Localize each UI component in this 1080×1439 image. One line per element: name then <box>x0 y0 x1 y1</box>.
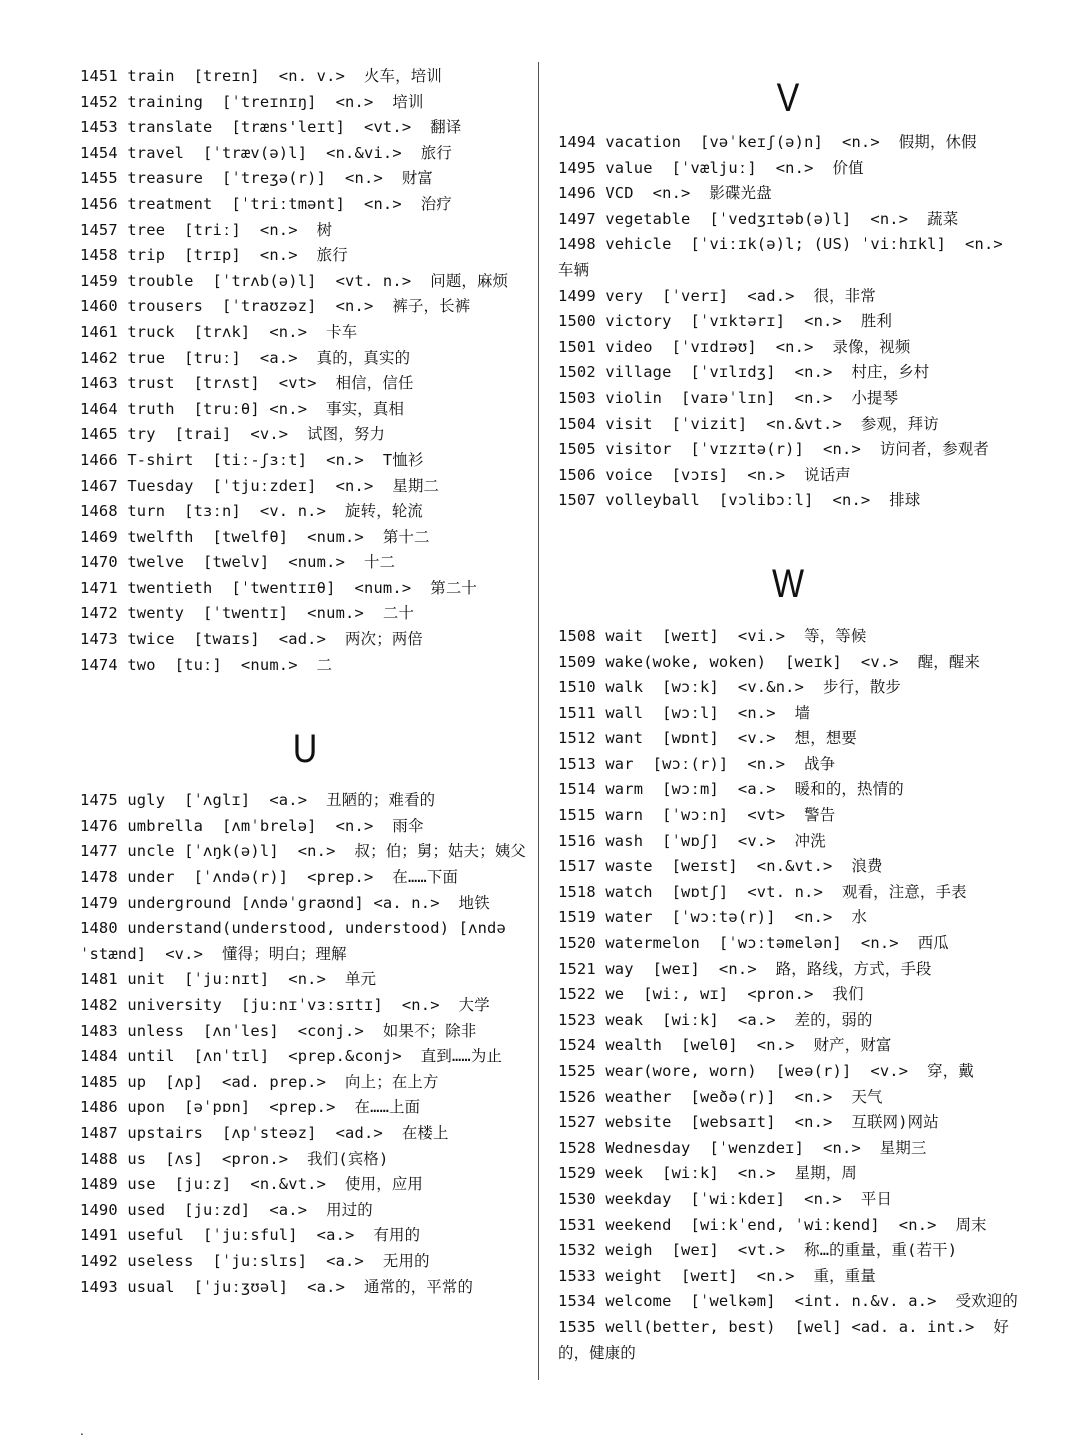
vocab-entry: 1499 very [ˈverɪ] <ad.> 很，非常 <box>558 286 876 305</box>
vocab-entry: 1465 try [trai] <v.> 试图，努力 <box>80 425 386 444</box>
vocab-entry: 1464 truth [truːθ] <n.> 事实，真相 <box>80 399 405 418</box>
section-heading-w: W <box>771 561 805 606</box>
footer-dot: . <box>80 1424 84 1438</box>
vocab-entry: 1469 twelfth [twelfθ] <num.> 第十二 <box>80 527 430 546</box>
vocab-entry: 1513 war [wɔː(r)] <n.> 战争 <box>558 754 836 773</box>
vocab-entry: 1456 treatment [ˈtriːtmənt] <n.> 治疗 <box>80 194 452 213</box>
vocab-entry: 1468 turn [tɜːn] <v. n.> 旋转，轮流 <box>80 502 423 521</box>
vocab-entry: 1486 upon [əˈpɒn] <prep.> 在……上面 <box>80 1098 421 1117</box>
vocab-entry: 1478 under [ˈʌndə(r)] <prep.> 在……下面 <box>80 868 459 887</box>
vocab-entry: 1524 wealth [welθ] <n.> 财产，财富 <box>558 1036 892 1055</box>
vocab-entry: 1485 up [ʌp] <ad. prep.> 向上；在上方 <box>80 1072 439 1091</box>
vocab-entry: 1461 truck [trʌk] <n.> 卡车 <box>80 322 358 341</box>
vocab-entry: 1466 T-shirt [tiː-ʃɜːt] <n.> T恤衫 <box>80 450 424 469</box>
vocab-entry: 1509 wake(woke, woken) [weɪk] <v.> 醒，醒来 <box>558 652 981 671</box>
vocab-entry: 1520 watermelon [ˈwɔːtəmelən] <n.> 西瓜 <box>558 934 949 953</box>
vocab-entry: 1532 weigh [weɪ] <vt.> 称…的重量，重(若干) <box>558 1241 958 1260</box>
vocab-entry: 1497 vegetable [ˈvedʒɪtəb(ə)l] <n.> 蔬菜 <box>558 209 959 228</box>
entries-t <box>80 64 530 678</box>
right-column <box>558 64 1018 1366</box>
vocab-entry: 1491 useful [ˈjuːsful] <a.> 有用的 <box>80 1226 421 1245</box>
vocab-entry: 1529 week [wiːk] <n.> 星期，周 <box>558 1164 858 1183</box>
vocab-entry: 1473 twice [twaɪs] <ad.> 两次；两倍 <box>80 630 423 649</box>
vocab-entry: 1492 useless [ˈjuːslɪs] <a.> 无用的 <box>80 1251 430 1270</box>
vocab-entry: 1504 visit [ˈvizit] <n.&vt.> 参观，拜访 <box>558 414 939 433</box>
vocab-entry: 1488 us [ʌs] <pron.> 我们(宾格) <box>80 1149 389 1168</box>
vocab-entry: 1498 vehicle [ˈviːɪk(ə)l; (US) ˈviːhɪkl] <n.> 车辆 <box>558 235 1013 279</box>
vocab-entry: 1512 want [wɒnt] <v.> 想，想要 <box>558 729 858 748</box>
section-heading-v: V <box>776 76 800 120</box>
vocab-entry: 1487 upstairs [ʌpˈsteəz] <ad.> 在楼上 <box>80 1123 449 1142</box>
vocab-entry: 1508 wait [weɪt] <vi.> 等，等候 <box>558 626 867 645</box>
vocab-entry: 1476 umbrella [ʌmˈbrelə] <n.> 雨伞 <box>80 816 424 835</box>
vocab-entry: 1463 trust [trʌst] <vt> 相信，信任 <box>80 374 414 393</box>
vocab-entry: 1457 tree [triː] <n.> 树 <box>80 220 333 239</box>
vocab-entry: 1482 university [juːnɪˈvɜːsɪtɪ] <n.> 大学 <box>80 996 490 1014</box>
vocab-entry: 1493 usual [ˈjuːʒʊəl] <a.> 通常的，平常的 <box>80 1277 474 1296</box>
left-column <box>80 64 530 1300</box>
vocab-entry: 1462 true [truː] <a.> 真的，真实的 <box>80 348 411 367</box>
vocab-entry: 1496 VCD <n.> 影碟光盘 <box>558 184 772 203</box>
vocab-entry: 1467 Tuesday [ˈtjuːzdeɪ] <n.> 星期二 <box>80 476 440 495</box>
vocab-entry: 1459 trouble [ˈtrʌb(ə)l] <vt. n.> 问题，麻烦 <box>80 271 509 290</box>
vocab-entry: 1503 violin [vaɪəˈlɪn] <n.> 小提琴 <box>558 388 899 407</box>
vocab-entry: 1470 twelve [twelv] <num.> 十二 <box>80 553 396 572</box>
column-divider <box>538 62 539 1380</box>
vocab-entry: 1525 wear(wore, worn) [weə(r)] <v.> 穿，戴 <box>558 1062 974 1080</box>
vocab-entry: 1500 victory [ˈvɪktərɪ] <n.> 胜利 <box>558 312 893 331</box>
vocab-entry: 1505 visitor [ˈvɪzɪtə(r)] <n.> 访问者，参观者 <box>558 440 989 459</box>
vocab-entry: 1518 watch [wɒtʃ] <vt. n.> 观看，注意，手表 <box>558 882 967 901</box>
vocab-entry: 1531 weekend [wiːkˈend, ˈwiːkend] <n.> 周末 <box>558 1215 987 1234</box>
vocab-entry: 1526 weather [weðə(r)] <n.> 天气 <box>558 1087 883 1106</box>
vocab-entry: 1481 unit [ˈjuːnɪt] <n.> 单元 <box>80 970 377 989</box>
vocab-entry: 1517 waste [weɪst] <n.&vt.> 浪费 <box>558 857 883 876</box>
vocab-entry: 1477 uncle [ˈʌŋk(ə)l] <n.> 叔；伯；舅；姑夫；姨父 <box>80 842 527 861</box>
vocab-entry: 1455 treasure [ˈtreʒə(r)] <n.> 财富 <box>80 169 434 188</box>
vocab-entry: 1489 use [juːz] <n.&vt.> 使用，应用 <box>80 1175 423 1194</box>
vocab-entry: 1460 trousers [ˈtraʊzəz] <n.> 裤子，长裤 <box>80 297 471 316</box>
vocab-entry: 1474 two [tuː] <num.> 二 <box>80 655 333 674</box>
vocab-entry: 1514 warm [wɔːm] <a.> 暖和的，热情的 <box>558 780 904 799</box>
vocab-entry: 1480 understand(understood, understood) [ʌndəˈstænd] <v.> 懂得；明白；理解 <box>80 919 506 963</box>
vocab-entry: 1452 training [ˈtreɪnɪŋ] <n.> 培训 <box>80 92 424 111</box>
vocab-entry: 1515 warn [ˈwɔːn] <vt> 警告 <box>558 806 836 825</box>
vocab-entry: 1501 video [ˈvɪdɪəʊ] <n.> 录像，视频 <box>558 337 911 356</box>
vocab-entry: 1519 water [ˈwɔːtə(r)] <n.> 水 <box>558 908 868 927</box>
entries-w <box>558 624 1018 1366</box>
vocab-entry: 1523 weak [wiːk] <a.> 差的，弱的 <box>558 1010 873 1029</box>
vocab-entry: 1483 unless [ʌnˈles] <conj.> 如果不；除非 <box>80 1021 477 1040</box>
vocab-entry: 1458 trip [trɪp] <n.> 旅行 <box>80 246 348 265</box>
vocab-entry: 1479 underground [ʌndəˈgraʊnd] <a. n.> 地铁 <box>80 893 490 912</box>
vocab-entry: 1511 wall [wɔːl] <n.> 墙 <box>558 703 811 722</box>
vocab-entry: 1502 village [ˈvɪlɪdʒ] <n.> 村庄，乡村 <box>558 363 930 382</box>
vocab-entry: 1510 walk [wɔːk] <v.&n.> 步行，散步 <box>558 678 901 697</box>
vocab-entry: 1471 twentieth [ˈtwentɪɪθ] <num.> 第二十 <box>80 578 478 597</box>
vocab-entry: 1475 ugly [ˈʌglɪ] <a.> 丑陋的；难看的 <box>80 791 436 810</box>
vocab-entry: 1533 weight [weɪt] <n.> 重，重量 <box>558 1266 876 1285</box>
vocab-entry: 1516 wash [ˈwɒʃ] <v.> 冲洗 <box>558 831 826 850</box>
vocab-entry: 1472 twenty [ˈtwentɪ] <num.> 二十 <box>80 604 415 623</box>
entries-u <box>80 788 530 1300</box>
vocab-entry: 1522 we [wiː, wɪ] <pron.> 我们 <box>558 985 864 1004</box>
vocab-entry: 1521 way [weɪ] <n.> 路，路线，方式，手段 <box>558 959 932 978</box>
entries-v <box>558 130 1018 514</box>
vocab-entry: 1484 until [ʌnˈtɪl] <prep.&conj> 直到……为止 <box>80 1047 503 1066</box>
vocab-entry: 1535 well(better, best) [wel] <ad. a. int.> 好的，健康的 <box>558 1317 1010 1362</box>
vocab-entry: 1506 voice [vɔɪs] <n.> 说话声 <box>558 465 851 484</box>
vocab-entry: 1453 translate [træns'leɪt] <vt.> 翻译 <box>80 118 462 137</box>
vocab-entry: 1528 Wednesday [ˈwenzdeɪ] <n.> 星期三 <box>558 1138 927 1157</box>
vocab-entry: 1490 used [juːzd] <a.> 用过的 <box>80 1200 373 1219</box>
vocab-entry: 1527 website [websaɪt] <n.> 互联网)网站 <box>558 1113 939 1132</box>
vocab-entry: 1530 weekday [ˈwiːkdeɪ] <n.> 平日 <box>558 1189 893 1208</box>
vocab-entry: 1494 vacation [vəˈkeɪʃ(ə)n] <n.> 假期，休假 <box>558 133 977 151</box>
vocab-entry: 1495 value [ˈvæljuː] <n.> 价值 <box>558 158 864 177</box>
vocab-entry: 1454 travel [ˈtræv(ə)l] <n.&vi.> 旅行 <box>80 143 452 162</box>
section-heading-u: U <box>292 727 318 772</box>
vocab-entry: 1451 train [treɪn] <n. v.> 火车，培训 <box>80 67 442 85</box>
vocab-entry: 1507 volleyball [vɔlibɔːl] <n.> 排球 <box>558 491 921 510</box>
vocab-entry: 1534 welcome [ˈwelkəm] <int. n.&v. a.> 受欢迎的 <box>558 1292 1018 1311</box>
